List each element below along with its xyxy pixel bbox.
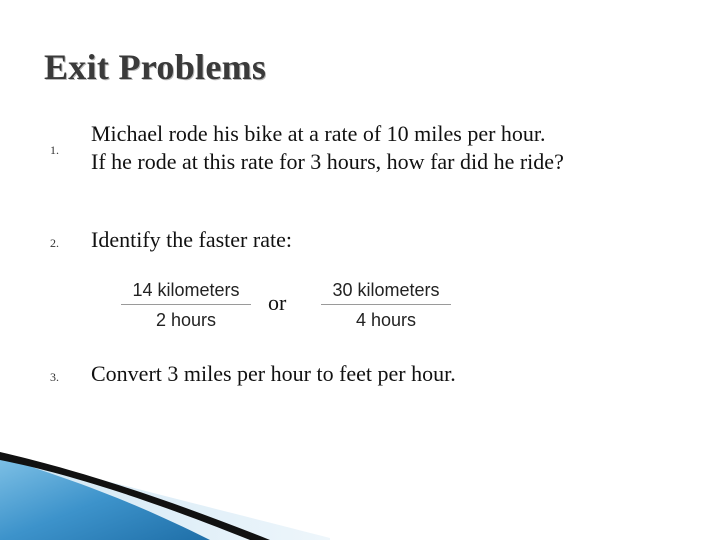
fraction-1-numerator: 14 kilometers xyxy=(132,280,240,300)
fraction-30-km-per-4-hours xyxy=(320,280,452,331)
page-title: Exit Problems xyxy=(44,47,267,87)
fraction-2-numerator: 30 kilometers xyxy=(332,280,440,300)
item-3-number: 3. xyxy=(50,370,59,384)
item-1-line-1: Michael rode his bike at a rate of 10 miles per hour. xyxy=(91,121,546,146)
item-1-text xyxy=(91,120,564,176)
item-1-line-2: If he rode at this rate for 3 hours, how far did he ride? xyxy=(91,149,564,174)
blue-swoosh xyxy=(0,456,210,540)
fraction-2-denominator: 4 hours xyxy=(355,310,417,330)
item-1-number: 1. xyxy=(50,143,59,157)
fraction-14-km-per-2-hours xyxy=(120,280,252,331)
decorative-corner-swoosh xyxy=(0,430,330,540)
or-connector: or xyxy=(268,290,287,315)
fraction-1-denominator: 2 hours xyxy=(155,310,217,330)
item-3-text: Convert 3 miles per hour to feet per hour. xyxy=(91,361,456,386)
item-2-text: Identify the faster rate: xyxy=(91,227,292,252)
item-2-number: 2. xyxy=(50,236,59,250)
